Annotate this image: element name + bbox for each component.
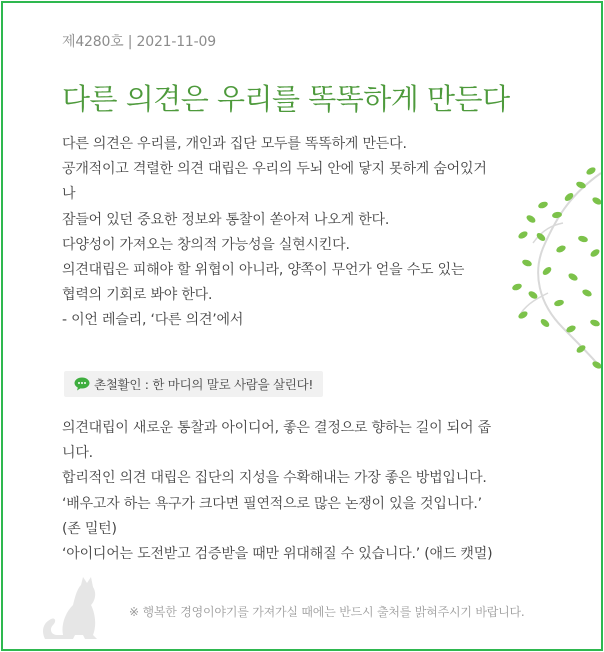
intro-paragraph [62,132,517,334]
newsletter-card [1,1,603,651]
intro-line: 나 [62,186,76,203]
intro-line: 협력의 기회로 봐야 한다. [62,287,213,304]
intro-line: 다른 의견은 우리를, 개인과 집단 모두를 똑똑하게 만든다. [62,136,407,152]
body-line: 니다. [62,445,93,462]
body-line: 합리적인 의견 대립은 집단의 지성을 수확해내는 가장 좋은 방법입니다. [62,470,487,487]
intro-line: 다양성이 가져오는 창의적 가능성을 실현시킨다. [62,236,350,253]
intro-line: 의견대립은 피해야 할 위협이 아니라, 양쪽이 무언가 얻을 수도 있는 [62,262,465,279]
intro-line: - 이언 레슬리, ‘다른 의견’에서 [62,312,244,329]
body-line: 의견대립이 새로운 통찰과 아이디어, 좋은 결정으로 향하는 길이 되어 줍 [62,420,491,436]
issue-date: 2021-11-09 [136,34,216,50]
article-title: 다른 의견은 우리를 똑똑하게 만든다 [62,82,510,116]
intro-line: 공개적이고 격렬한 의견 대립은 우리의 두뇌 안에 닿지 못하게 숨어있거 [62,161,487,178]
cat-silhouette-icon [39,569,109,643]
body-line: ‘배우고자 하는 욕구가 크다면 필연적으로 많은 논쟁이 있을 것입니다.’ [62,495,482,512]
issue-separator: | [127,34,133,50]
speech-bubble-icon [74,377,90,391]
issue-number: 제4280호 [62,34,124,50]
motto-text: 촌철활인 : 한 마디의 말로 사람을 살린다! [94,377,314,392]
issue-header [62,31,216,51]
copyright-note: ※ 행복한 경영이야기를 가져가실 때에는 반드시 출처를 밝혀주시기 바랍니다. [129,605,525,619]
body-line: ‘아이디어는 도전받고 검증받을 때만 위대해질 수 있습니다.’ (애드 캣멀) [62,546,493,563]
motto-box [64,371,323,397]
tree-branch-icon [503,153,601,383]
body-line: (존 밀턴) [62,520,117,537]
body-paragraph [62,416,517,567]
intro-line: 잠들어 있던 중요한 정보와 통찰이 쏟아져 나오게 한다. [62,211,390,228]
